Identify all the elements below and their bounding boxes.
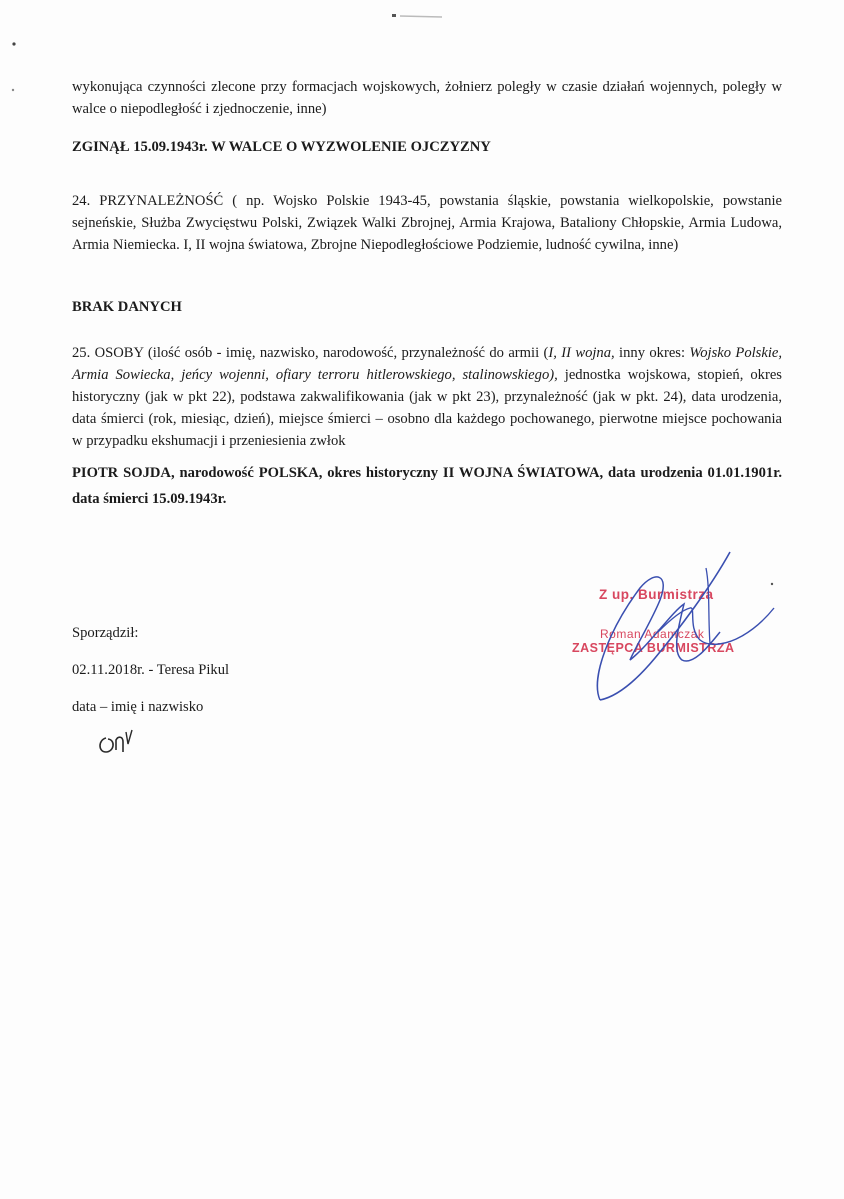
item-25-text-2: I, II wojna, <box>548 345 615 361</box>
signature <box>560 548 780 708</box>
stamp-line-2: Roman Adamczak <box>600 627 705 641</box>
stamp-line-3: ZASTĘPCA BURMISTRZA <box>572 641 735 655</box>
handwritten-initials <box>96 722 138 756</box>
scan-speck-top <box>392 12 444 20</box>
stamp-line-1: Z up. Burmistrza <box>599 587 714 602</box>
person-details: PIOTR SOJDA, narodowość POLSKA, okres historyczny II WOJNA ŚWIATOWA, data urodzenia 01.01.1901r. data śmierci 15.09.1943r. <box>72 465 782 507</box>
item-24-paragraph: 24. PRZYNALEŻNOŚĆ ( np. Wojsko Polskie 1943-45, powstania śląskie, powstania wielkopolskie, powstanie sejneńskie, Służba Zwycięstwu Polski, Związek Walki Zbrojnej, Armia Krajowa, Bataliony Chłopskie, Armia Ludowa, Armia Niemiecka. I, II wojna światowa, Zbrojne Niepodległościowe Podziemie, ludność cywilna, inne) <box>72 193 782 253</box>
item-25-text-3: inny okres: <box>614 345 690 361</box>
item-25-text-4: Wojsko Polskie, Armia Sowiecka, jeńcy wojenni, ofiary terroru hitlerowskiego, stalinowskiego), <box>72 345 783 383</box>
item-25-text-1: 25. OSOBY (ilość osób - imię, nazwisko, narodowość, przynależność do armii ( <box>72 345 549 361</box>
death-statement: ZGINĄŁ 15.09.1943r. W WALCE O WYZWOLENIE OJCZYZNY <box>72 139 491 155</box>
item-24-answer: BRAK DANYCH <box>72 299 182 315</box>
prepared-by-value: 02.11.2018r. - Teresa Pikul <box>72 662 230 678</box>
item-25-text-5: jednostka wojskowa, stopień, okres historyczny (jak w pkt 22), podstawa zakwalifikowania (jak w pkt 23), przynależność (jak w pkt. 24), data urodzenia, data śmierci (rok, miesiąc, dzień), miejsce śmierci – osobno dla każdego pochowanego, pierwotne miejsce pochowania w przypadku ekshumacji i przeniesienia zwłok <box>72 367 782 449</box>
prepared-by-caption: data – imię i nazwisko <box>72 699 204 715</box>
item-25-paragraph <box>72 342 782 452</box>
scan-speck-left <box>10 40 18 100</box>
intro-paragraph: wykonująca czynności zlecone przy formacjach wojskowych, żołnierz poległy w czasie działań wojennych, poległy w walce o niepodległość i zjednoczenie, inne) <box>72 79 782 117</box>
prepared-by-label: Sporządził: <box>72 625 139 641</box>
